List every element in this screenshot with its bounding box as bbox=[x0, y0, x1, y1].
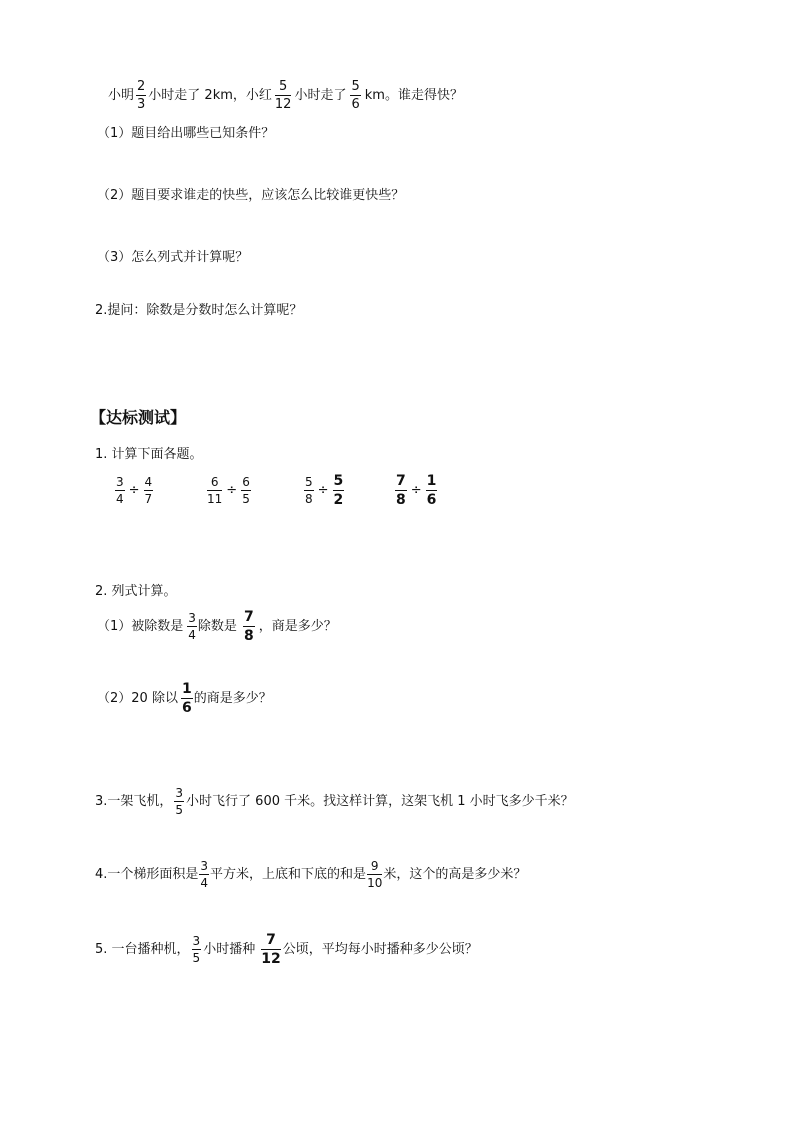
expr-3 bbox=[302, 474, 346, 507]
denominator: 3 bbox=[137, 97, 146, 112]
text: 公顷，平均每小时播种多少公顷？ bbox=[282, 942, 478, 957]
denominator: 6 bbox=[181, 700, 192, 716]
intro-text-2: 小时走了 2km，小红 bbox=[148, 88, 272, 103]
text: （1）被除数是 bbox=[97, 619, 184, 634]
text: 的商是多少？ bbox=[193, 691, 272, 706]
fraction bbox=[199, 860, 209, 889]
question-2: （2）题目要求谁走的快些，应该怎么比较谁更快些？ bbox=[97, 188, 405, 203]
test-2-sub-2 bbox=[97, 682, 272, 715]
intro-problem bbox=[108, 80, 463, 111]
test-1-label: 1. 计算下面各题。 bbox=[95, 447, 203, 462]
text: 5. 一台播种机， bbox=[95, 942, 190, 957]
denominator: 2 bbox=[333, 492, 344, 508]
numerator: 6 bbox=[210, 475, 219, 489]
denominator: 4 bbox=[200, 876, 209, 890]
denominator: 12 bbox=[261, 951, 281, 967]
divide-sign: ÷ bbox=[317, 483, 329, 498]
denominator: 8 bbox=[396, 492, 406, 508]
expr-1 bbox=[113, 476, 155, 505]
fraction bbox=[275, 80, 292, 111]
denominator: 6 bbox=[351, 97, 360, 112]
fraction bbox=[192, 935, 202, 964]
fraction bbox=[115, 476, 125, 505]
fraction bbox=[207, 476, 222, 505]
expr-4 bbox=[393, 474, 439, 507]
numerator: 5 bbox=[279, 79, 288, 94]
numerator: 7 bbox=[243, 609, 254, 625]
numerator: 5 bbox=[333, 473, 344, 489]
denominator: 4 bbox=[188, 628, 196, 642]
denominator: 5 bbox=[175, 803, 184, 817]
test-3 bbox=[95, 787, 574, 816]
text: （2）20 除以 bbox=[97, 691, 178, 706]
text: 4.一个梯形面积是 bbox=[95, 867, 199, 882]
numerator: 2 bbox=[137, 79, 146, 94]
numerator: 1 bbox=[426, 473, 437, 489]
numerator: 6 bbox=[242, 475, 250, 489]
fraction bbox=[181, 682, 193, 715]
question-3: （3）怎么列式并计算呢？ bbox=[97, 250, 249, 265]
denominator: 4 bbox=[116, 492, 124, 506]
divide-sign: ÷ bbox=[226, 483, 238, 498]
fraction bbox=[426, 474, 438, 507]
fraction bbox=[350, 80, 360, 111]
intro-text-3: 小时走了 bbox=[294, 88, 347, 103]
numerator: 7 bbox=[266, 932, 276, 948]
denominator: 5 bbox=[242, 492, 250, 506]
fraction bbox=[174, 787, 184, 816]
numerator: 4 bbox=[144, 475, 153, 489]
test-5 bbox=[95, 933, 478, 966]
numerator: 3 bbox=[116, 475, 124, 489]
text: ，商是多少？ bbox=[258, 619, 337, 634]
divide-sign: ÷ bbox=[410, 483, 422, 498]
denominator: 10 bbox=[367, 876, 383, 890]
denominator: 12 bbox=[274, 97, 292, 112]
numerator: 9 bbox=[370, 859, 379, 873]
fraction bbox=[304, 476, 314, 505]
numerator: 7 bbox=[396, 473, 406, 489]
text: 米，这个的高是多少米？ bbox=[383, 867, 527, 882]
numerator: 5 bbox=[351, 79, 360, 94]
intro-text-1: 小明 bbox=[108, 88, 135, 103]
denominator: 8 bbox=[243, 628, 254, 644]
fraction bbox=[241, 476, 251, 505]
expr-2 bbox=[205, 476, 253, 505]
text: 平方米，上底和下底的和是 bbox=[210, 867, 367, 882]
prompt-question: 2.提问：除数是分数时怎么计算呢？ bbox=[95, 303, 303, 318]
question-1: （1）题目给出哪些已知条件？ bbox=[97, 126, 275, 141]
fraction bbox=[144, 476, 154, 505]
test-2-label: 2. 列式计算。 bbox=[95, 584, 177, 599]
numerator: 3 bbox=[200, 859, 209, 873]
numerator: 3 bbox=[175, 786, 184, 800]
denominator: 6 bbox=[426, 492, 437, 508]
fraction bbox=[395, 474, 407, 507]
text: 小时播种 bbox=[203, 942, 256, 957]
test-2-sub-1 bbox=[97, 610, 337, 643]
text: 3.一架飞机， bbox=[95, 794, 173, 809]
denominator: 7 bbox=[144, 492, 153, 506]
numerator: 3 bbox=[188, 611, 196, 625]
fraction bbox=[367, 860, 382, 889]
fraction bbox=[136, 80, 146, 111]
section-title: 【达标测试】 bbox=[90, 408, 187, 427]
fraction bbox=[243, 610, 255, 643]
fraction bbox=[333, 474, 345, 507]
divide-sign: ÷ bbox=[128, 483, 140, 498]
test-4 bbox=[95, 860, 526, 889]
fraction bbox=[187, 612, 197, 641]
denominator: 8 bbox=[305, 492, 313, 506]
fraction bbox=[261, 933, 280, 966]
numerator: 3 bbox=[192, 934, 201, 948]
denominator: 11 bbox=[207, 492, 223, 506]
intro-text-4: km。谁走得快？ bbox=[364, 88, 463, 103]
numerator: 1 bbox=[181, 681, 192, 697]
text: 小时飞行了 600 千米。找这样计算，这架飞机 1 小时飞多少千米？ bbox=[186, 794, 574, 809]
denominator: 5 bbox=[192, 951, 201, 965]
text: 除数是 bbox=[197, 619, 237, 634]
numerator: 5 bbox=[305, 475, 313, 489]
